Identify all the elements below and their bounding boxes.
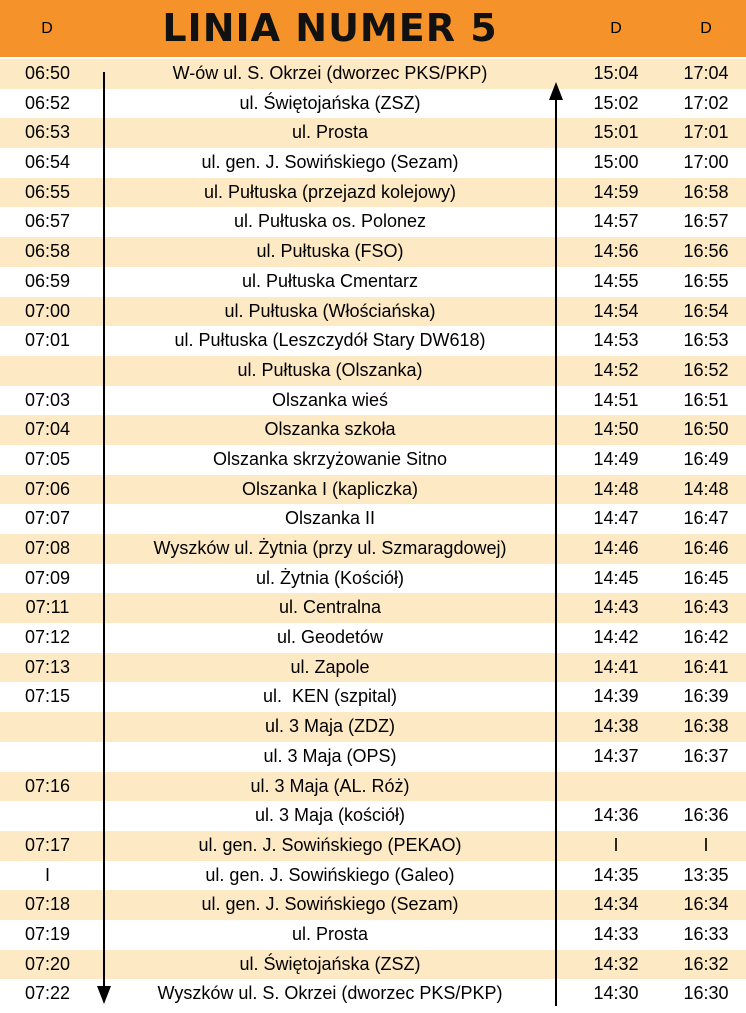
table-row <box>0 623 746 653</box>
departure-time-outbound: 06:53 <box>24 122 71 143</box>
departure-time-return-2: 16:55 <box>683 270 729 291</box>
departure-time-return-1: 14:56 <box>593 241 639 262</box>
departure-time-outbound: 07:06 <box>24 478 71 499</box>
departure-time-outbound: 06:52 <box>24 92 71 113</box>
table-row <box>0 356 746 386</box>
table-row <box>0 326 746 356</box>
table-row <box>0 890 746 920</box>
departure-time-return-1: 14:38 <box>593 716 639 737</box>
stop-name: Olszanka szkoła <box>264 419 396 440</box>
stop-name: ul. Prosta <box>291 122 369 143</box>
departure-time-return-2: 16:41 <box>683 656 729 677</box>
departure-time-outbound: 07:05 <box>24 448 71 469</box>
stop-name: ul. KEN (szpital) <box>262 686 398 707</box>
stop-name: ul. gen. J. Sowińskiego (Sezam) <box>201 152 459 173</box>
departure-time-outbound: 06:58 <box>24 241 71 262</box>
departure-time-return-1: 14:46 <box>593 538 639 558</box>
departure-time-return-2: 16:32 <box>683 953 729 974</box>
table-row <box>0 237 746 267</box>
departure-time-return-2: 16:42 <box>683 627 729 648</box>
stop-name: Olszanka skrzyżowanie Sitno <box>212 448 448 469</box>
departure-time-return-1: 14:53 <box>593 330 639 351</box>
departure-time-outbound: I <box>44 864 50 885</box>
stop-name: ul. Żytnia (Kościół) <box>255 567 405 588</box>
departure-time-return-1: 14:50 <box>593 419 639 440</box>
stop-name: ul. 3 Maja (OPS) <box>263 745 397 766</box>
departure-time-return-2: 16:50 <box>683 419 729 440</box>
departure-time-outbound: 07:13 <box>24 656 71 677</box>
table-row <box>0 297 746 327</box>
departure-time-return-2: 13:35 <box>683 864 729 885</box>
departure-time-return-2: 16:30 <box>683 983 729 1004</box>
departure-time-return-1: 14:32 <box>593 953 639 974</box>
departure-time-return-2: 16:39 <box>683 686 729 707</box>
table-row <box>0 534 746 564</box>
departure-time-outbound: 07:20 <box>24 953 71 974</box>
stop-name: Olszanka I (kapliczka) <box>241 478 419 499</box>
table-row <box>0 861 746 891</box>
departure-time-return-2: 17:04 <box>683 63 729 83</box>
departure-time-return-2: 16:57 <box>683 211 729 232</box>
departure-time-outbound: 06:50 <box>24 63 71 83</box>
stop-name: ul. 3 Maja (kościół) <box>254 805 406 826</box>
table-row <box>0 118 746 148</box>
table-row <box>0 475 746 505</box>
departure-time-outbound: 07:07 <box>24 508 71 529</box>
departure-time-return-2: 16:34 <box>683 894 729 915</box>
timetable-header <box>0 0 746 57</box>
departure-time-return-1: 14:35 <box>593 864 639 885</box>
departure-time-return-1: 14:39 <box>593 686 639 707</box>
departure-time-outbound: 06:59 <box>24 270 71 291</box>
departure-time-return-1: I <box>613 834 619 855</box>
departure-time-return-1: 14:47 <box>593 508 639 529</box>
departure-time-return-2: 16:54 <box>683 300 729 321</box>
departure-time-return-2: 14:48 <box>683 478 729 499</box>
departure-time-outbound: 07:11 <box>25 597 70 618</box>
stop-name: W-ów ul. S. Okrzei (dworzec PKS/PKP) <box>172 63 488 83</box>
departure-time-return-1 <box>576 772 656 802</box>
table-row <box>0 801 746 831</box>
stop-name: Olszanka wieś <box>271 389 389 410</box>
departure-time-outbound: 07:03 <box>24 389 71 410</box>
departure-time-outbound <box>0 356 95 386</box>
departure-time-outbound: 07:00 <box>24 300 71 321</box>
departure-time-outbound: 07:18 <box>24 894 71 915</box>
departure-time-return-1: 15:04 <box>593 63 639 83</box>
stop-name: Olszanka II <box>284 508 376 529</box>
stop-name: ul. gen. J. Sowińskiego (PEKAO) <box>198 834 462 855</box>
departure-time-return-1: 14:59 <box>593 181 639 202</box>
stop-name: ul. Pułtuska Cmentarz <box>241 270 419 291</box>
departure-time-outbound <box>0 801 95 831</box>
departure-time-outbound <box>0 742 95 772</box>
departure-time-return-1: 14:55 <box>593 270 639 291</box>
table-row <box>0 415 746 445</box>
table-row <box>0 207 746 237</box>
stop-name: ul. Pułtuska (przejazd kolejowy) <box>203 181 457 202</box>
table-row <box>0 831 746 861</box>
stop-name: ul. Pułtuska (Leszczydół Stary DW618) <box>174 330 486 351</box>
table-row <box>0 593 746 623</box>
table-row <box>0 445 746 475</box>
table-row <box>0 682 746 712</box>
departure-time-return-2: 16:47 <box>683 508 729 529</box>
departure-time-outbound <box>0 712 95 742</box>
stop-name: Wyszków ul. S. Okrzei (dworzec PKS/PKP) <box>157 983 503 1004</box>
departure-time-return-2: 16:33 <box>683 923 729 944</box>
departure-time-return-2: 17:01 <box>683 122 729 143</box>
table-row <box>0 148 746 178</box>
table-row <box>0 267 746 297</box>
column-header-departure-2: D <box>610 20 622 37</box>
table-row <box>0 950 746 980</box>
stop-name: ul. 3 Maja (AL. Róż) <box>250 775 410 796</box>
departure-time-return-1: 14:41 <box>593 656 639 677</box>
departure-time-return-1: 14:57 <box>593 211 639 232</box>
table-row <box>0 178 746 208</box>
departure-time-return-1: 14:49 <box>593 448 639 469</box>
stop-name: ul. Pułtuska (Włościańska) <box>224 300 436 321</box>
stop-name: Wyszków ul. Żytnia (przy ul. Szmaragdowej) <box>153 538 507 558</box>
departure-time-outbound: 06:57 <box>24 211 71 232</box>
departure-time-return-2: I <box>703 834 709 855</box>
stop-name: ul. Pułtuska (FSO) <box>256 241 404 262</box>
departure-time-return-2: 17:00 <box>683 152 729 173</box>
stop-name: ul. Pułtuska os. Polonez <box>233 211 427 232</box>
departure-time-outbound: 07:04 <box>24 419 71 440</box>
table-row <box>0 386 746 416</box>
column-header-departure-1: D <box>41 20 53 37</box>
departure-time-return-1: 14:51 <box>593 389 639 410</box>
departure-time-return-1: 15:00 <box>593 152 639 173</box>
departure-time-return-2 <box>666 772 746 802</box>
departure-time-outbound: 07:16 <box>24 775 71 796</box>
departure-time-return-2: 16:38 <box>683 716 729 737</box>
departure-time-return-2: 17:02 <box>683 92 729 113</box>
stop-name: ul. Pułtuska (Olszanka) <box>237 359 423 380</box>
timetable-rows <box>0 59 746 1009</box>
departure-time-return-1: 14:30 <box>593 983 639 1004</box>
table-row <box>0 504 746 534</box>
stop-name: ul. Świętojańska (ZSZ) <box>239 92 421 113</box>
stop-name: ul. Geodetów <box>276 627 384 648</box>
departure-time-return-2: 16:37 <box>683 745 729 766</box>
departure-time-outbound: 06:55 <box>24 181 71 202</box>
table-row <box>0 653 746 683</box>
stop-name: ul. Prosta <box>291 923 369 944</box>
stop-name: ul. Zapole <box>290 656 370 677</box>
departure-time-return-1: 14:45 <box>593 567 639 588</box>
stop-name: ul. gen. J. Sowińskiego (Galeo) <box>205 864 455 885</box>
column-header-departure-3: D <box>700 20 712 37</box>
departure-time-return-1: 15:02 <box>593 92 639 113</box>
departure-time-return-2: 16:36 <box>683 805 729 826</box>
departure-time-return-1: 14:36 <box>593 805 639 826</box>
departure-time-return-2: 16:52 <box>683 359 729 380</box>
departure-time-return-1: 14:52 <box>593 359 639 380</box>
departure-time-return-2: 16:46 <box>683 538 729 558</box>
table-row <box>0 979 746 1009</box>
table-row <box>0 742 746 772</box>
table-row <box>0 920 746 950</box>
departure-time-outbound: 07:08 <box>24 538 71 558</box>
departure-time-return-1: 15:01 <box>593 122 639 143</box>
table-row <box>0 564 746 594</box>
departure-time-return-1: 14:54 <box>593 300 639 321</box>
departure-time-return-2: 16:56 <box>683 241 729 262</box>
departure-time-return-2: 16:43 <box>683 597 729 618</box>
departure-time-outbound: 07:09 <box>24 567 71 588</box>
departure-time-outbound: 07:01 <box>24 330 71 351</box>
departure-time-return-1: 14:42 <box>593 627 639 648</box>
table-row <box>0 89 746 119</box>
departure-time-return-2: 16:58 <box>683 181 729 202</box>
stop-name: ul. Świętojańska (ZSZ) <box>239 953 421 974</box>
stop-name: ul. gen. J. Sowińskiego (Sezam) <box>201 894 459 915</box>
departure-time-return-2: 16:49 <box>683 448 729 469</box>
departure-time-outbound: 07:22 <box>24 983 71 1004</box>
departure-time-return-1: 14:43 <box>593 597 639 618</box>
departure-time-outbound: 07:17 <box>24 834 71 855</box>
table-row <box>0 772 746 802</box>
page-title: LINIA NUMER 5 <box>162 6 498 50</box>
stop-name: ul. Centralna <box>278 597 382 618</box>
stop-name: ul. 3 Maja (ZDZ) <box>264 716 396 737</box>
departure-time-return-1: 14:33 <box>593 923 639 944</box>
departure-time-return-2: 16:51 <box>683 389 729 410</box>
table-row <box>0 59 746 89</box>
departure-time-outbound: 07:12 <box>24 627 71 648</box>
departure-time-return-2: 16:53 <box>683 330 729 351</box>
departure-time-return-1: 14:34 <box>593 894 639 915</box>
departure-time-return-1: 14:37 <box>593 745 639 766</box>
departure-time-outbound: 07:15 <box>24 686 71 707</box>
departure-time-outbound: 06:54 <box>24 152 71 173</box>
departure-time-return-2: 16:45 <box>683 567 729 588</box>
departure-time-outbound: 07:19 <box>24 923 71 944</box>
departure-time-return-1: 14:48 <box>593 478 639 499</box>
table-row <box>0 712 746 742</box>
